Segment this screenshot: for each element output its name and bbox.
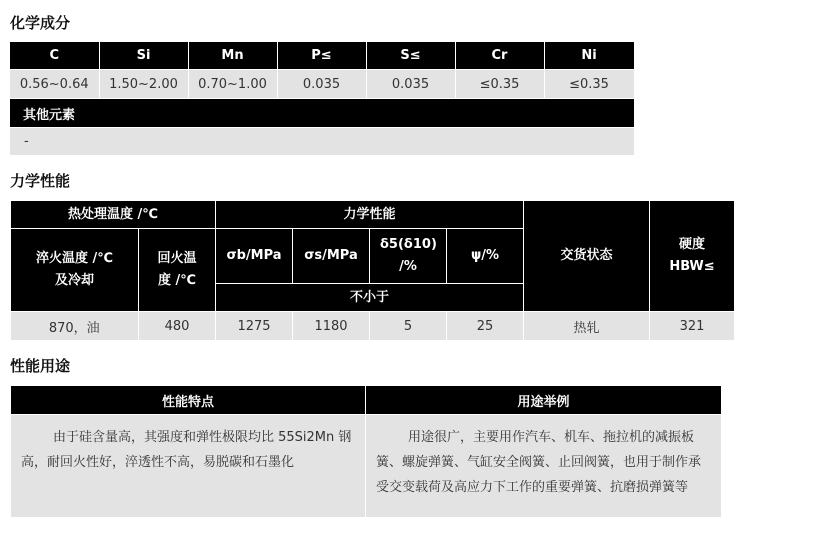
hardness-value: 321: [650, 312, 735, 341]
chem-value-cr: ≤0.35: [455, 70, 544, 99]
chemical-other-value-row: [10, 128, 634, 156]
chemical-value-row: [10, 70, 634, 99]
heat-treatment-header: 热处理温度 /℃: [11, 201, 216, 229]
chem-header-mn: Mn: [188, 42, 277, 70]
reduction-of-area-value: 25: [447, 312, 524, 341]
chem-value-ni: ≤0.35: [544, 70, 634, 99]
chemical-other-header-row: [10, 99, 634, 128]
chem-header-c: C: [10, 42, 99, 70]
applications-text: 用途很广，主要用作汽车、机车、拖拉机的减振板簧、螺旋弹簧、气缸安全阀簧、止回阀簧，也用于制作承受交变载荷及高应力下工作的重要弹簧、抗磨损弹簧等: [366, 415, 722, 518]
quench-value: 870，油: [11, 312, 139, 341]
chem-other-elements-value: -: [10, 128, 634, 156]
chemical-header-row: [10, 42, 634, 70]
applications-header: 用途举例: [366, 386, 722, 415]
chemical-section-title: 化学成分: [10, 14, 71, 32]
mechanical-value-row: [11, 312, 735, 341]
elongation-value: 5: [370, 312, 447, 341]
tensile-strength-header: σb/MPa: [216, 229, 293, 284]
mechanical-section-title: 力学性能: [10, 172, 71, 190]
features-text: 由于硅含量高，其强度和弹性极限均比 55Si2Mn 钢高，耐回火性好，淬透性不高，易脱碳和石墨化: [11, 415, 366, 518]
usage-section-title: 性能用途: [10, 357, 71, 375]
chem-header-ni: Ni: [544, 42, 634, 70]
mechanical-table: [10, 200, 735, 340]
chemical-table: [10, 42, 635, 155]
chem-header-p: P≤: [277, 42, 366, 70]
temper-value: 480: [139, 312, 216, 341]
quench-temp-header: 淬火温度 /℃ 及冷却: [11, 229, 139, 312]
delivery-state-header: 交货状态: [524, 201, 650, 312]
chem-value-si: 1.50~2.00: [99, 70, 188, 99]
temper-temp-header: 回火温度 /℃: [139, 229, 216, 312]
elongation-header: δ5(δ10) /%: [370, 229, 447, 284]
chem-value-mn: 0.70~1.00: [188, 70, 277, 99]
chem-header-cr: Cr: [455, 42, 544, 70]
tensile-strength-value: 1275: [216, 312, 293, 341]
mechanical-properties-header: 力学性能: [216, 201, 524, 229]
chem-value-s: 0.035: [366, 70, 455, 99]
hardness-header: 硬度 HBW≤: [650, 201, 735, 312]
chem-header-s: S≤: [366, 42, 455, 70]
delivery-state-value: 热轧: [524, 312, 650, 341]
not-less-than-header: 不小于: [216, 284, 524, 312]
chem-other-elements-label: 其他元素: [10, 99, 634, 128]
usage-table: [10, 385, 722, 518]
usage-value-row: [11, 415, 722, 518]
chem-value-p: 0.035: [277, 70, 366, 99]
reduction-of-area-header: ψ/%: [447, 229, 524, 284]
yield-strength-value: 1180: [293, 312, 370, 341]
chem-value-c: 0.56~0.64: [10, 70, 99, 99]
chem-header-si: Si: [99, 42, 188, 70]
usage-header-row: [11, 386, 722, 415]
features-header: 性能特点: [11, 386, 366, 415]
yield-strength-header: σs/MPa: [293, 229, 370, 284]
